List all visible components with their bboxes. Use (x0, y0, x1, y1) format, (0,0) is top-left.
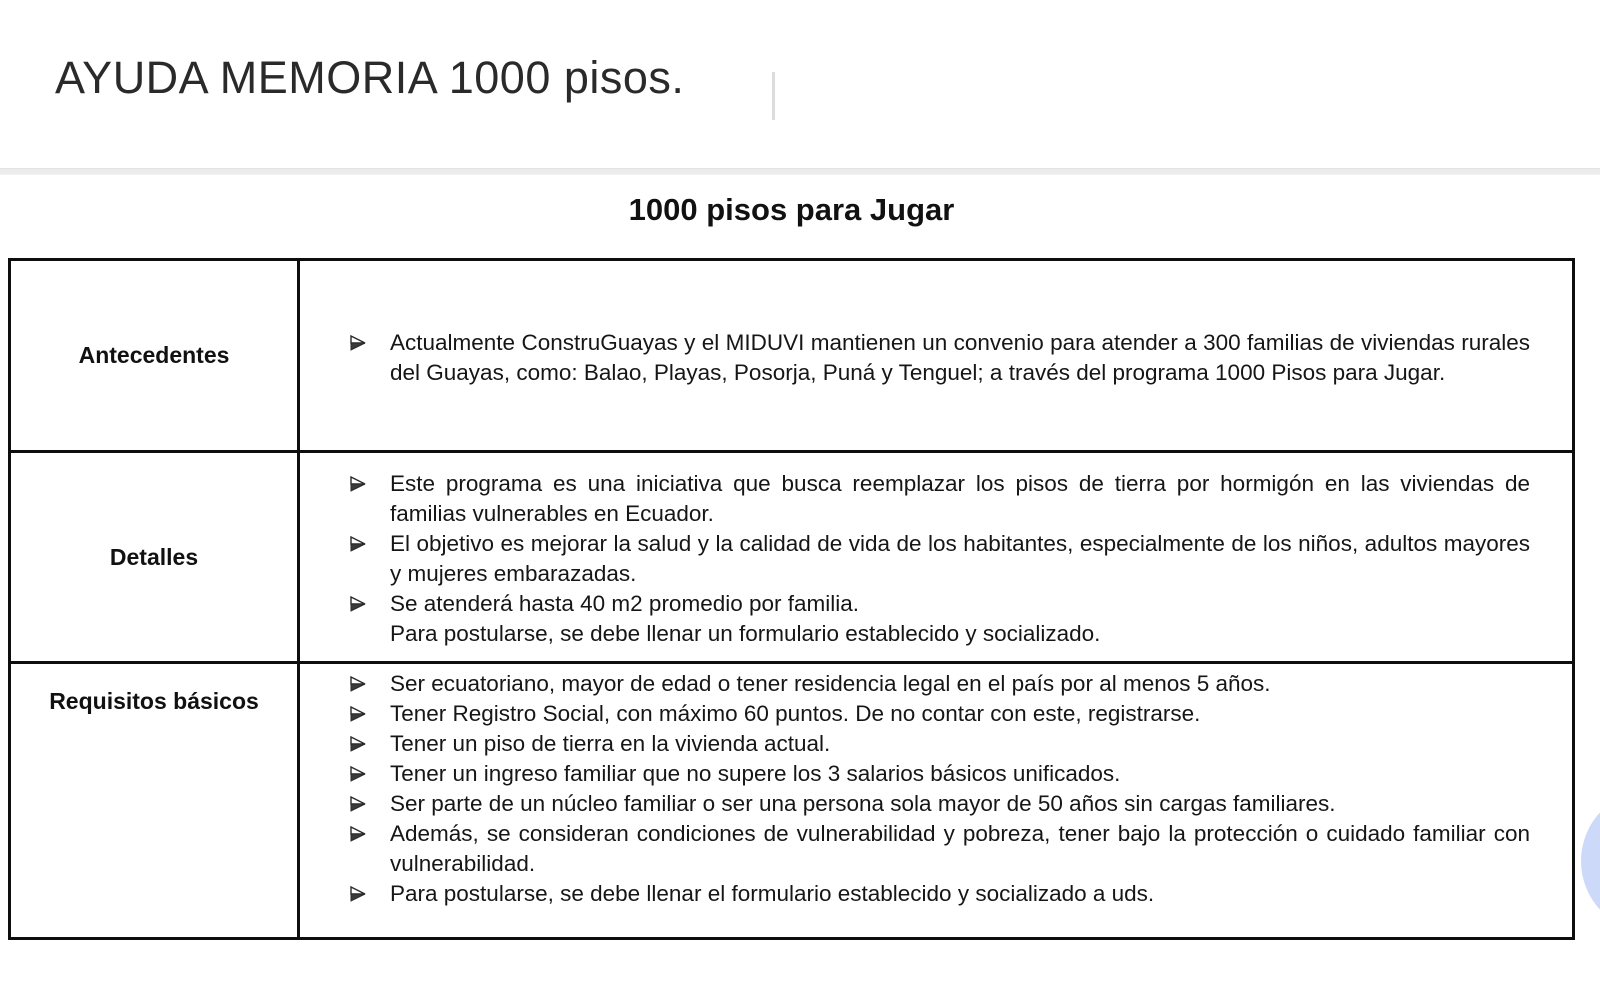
list-item (350, 469, 1530, 529)
list-item-text: Tener Registro Social, con máximo 60 puntos. De no contar con este, registrarse. (390, 701, 1201, 726)
list-item-text: Tener un piso de tierra en la vivienda actual. (390, 731, 831, 756)
list-item-text: El objetivo es mejorar la salud y la calidad de vida de los habitantes, especialmente de los niños, adultos mayores y mujeres embarazadas. (390, 531, 1530, 586)
header-divider (0, 168, 1600, 175)
list-item (350, 759, 1530, 789)
list-item-text: Ser parte de un núcleo familiar o ser una persona sola mayor de 50 años sin cargas familiares. (390, 791, 1336, 816)
arrow-bullet-icon (350, 469, 390, 492)
document-title[interactable]: AYUDA MEMORIA 1000 pisos. (55, 52, 685, 103)
list-item-text: Ser ecuatoriano, mayor de edad o tener residencia legal en el país por al menos 5 años. (390, 671, 1271, 696)
row-content-requisitos (300, 664, 1572, 937)
table-row (11, 661, 1572, 937)
arrow-bullet-icon (350, 789, 390, 812)
arrow-bullet-icon (350, 328, 390, 351)
list-item-text: Actualmente ConstruGuayas y el MIDUVI mantienen un convenio para atender a 300 familias de viviendas rurales del Guayas, como: Balao, Playas, Posorja, Puná y Tenguel; a través del programa 1000 Pisos para Jugar. (390, 329, 1530, 385)
floating-action-blob[interactable] (1581, 789, 1600, 933)
list-item-text: Este programa es una iniciativa que busca reemplazar los pisos de tierra por hormigón en las viviendas de familias vulnerables en Ecuador. (390, 471, 1530, 526)
list-item-text: Tener un ingreso familiar que no supere los 3 salarios básicos unificados. (390, 761, 1121, 786)
arrow-bullet-icon (350, 699, 390, 722)
arrow-bullet-icon (350, 879, 390, 902)
text-caret (772, 72, 775, 120)
arrow-bullet-icon (350, 819, 390, 842)
row-content-detalles (300, 453, 1572, 661)
table-title: 1000 pisos para Jugar (628, 192, 955, 227)
list-item (350, 529, 1530, 589)
list-item (350, 819, 1530, 879)
arrow-bullet-icon (350, 529, 390, 552)
row-content-antecedentes (300, 261, 1572, 450)
arrow-bullet-icon (350, 589, 390, 612)
list-item-text: Para postularse, se debe llenar un formulario establecido y socializado. (390, 621, 1101, 646)
list-item (350, 879, 1530, 909)
table-row (11, 450, 1572, 661)
row-label-detalles: Detalles (11, 453, 300, 661)
list-item (350, 589, 1530, 619)
table-row (11, 261, 1572, 450)
list-item (350, 789, 1530, 819)
list-item-text: Se atenderá hasta 40 m2 promedio por familia. (390, 591, 860, 616)
list-item-text: Para postularse, se debe llenar el formulario establecido y socializado a uds. (390, 881, 1155, 906)
row-label-antecedentes: Antecedentes (11, 261, 300, 450)
row-label-requisitos: Requisitos básicos (11, 664, 300, 937)
arrow-bullet-icon (350, 759, 390, 782)
list-item-continuation (350, 619, 1530, 649)
list-item (350, 699, 1530, 729)
arrow-bullet-icon (350, 669, 390, 692)
info-table (8, 258, 1575, 940)
list-item (350, 328, 1530, 388)
list-item-text: Además, se consideran condiciones de vulnerabilidad y pobreza, tener bajo la protección o cuidado familiar con vulnerabilidad. (390, 821, 1530, 876)
arrow-bullet-icon (350, 729, 390, 752)
list-item (350, 669, 1530, 699)
list-item (350, 729, 1530, 759)
